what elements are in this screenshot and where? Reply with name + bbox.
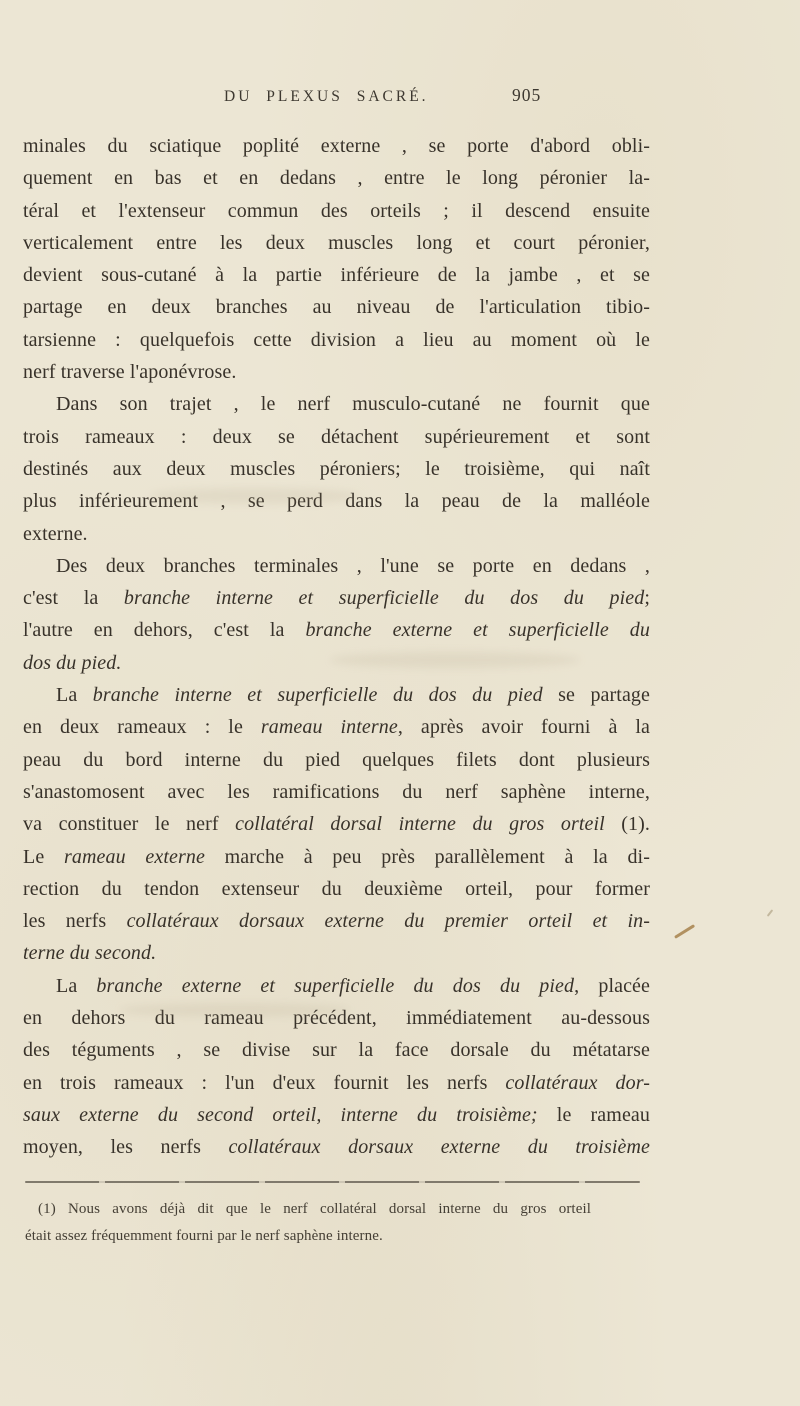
text-line — [23, 905, 650, 937]
text-segment: rection du tendon extenseur du deuxième orteil, pour former — [23, 877, 650, 900]
text-segment: téral et l'extenseur commun des orteils ; il descend ensuite — [23, 199, 650, 222]
text-segment: minales du sciatique poplité externe , se porte d'abord obli- — [23, 135, 650, 157]
text-segment: se partage — [542, 684, 650, 707]
text-segment: Des deux branches terminales , l'une se porte en dedans , — [56, 554, 650, 577]
running-title: DU PLEXUS SACRÉ. — [224, 88, 429, 105]
text-segment: des téguments , se divise sur la face dorsale du métatarse — [23, 1039, 650, 1062]
italic-text-segment: branche externe et superficielle du — [305, 619, 650, 642]
text-segment: en deux rameaux : le — [23, 716, 261, 739]
text-segment: l'autre en dehors, c'est la — [23, 619, 306, 642]
footnote — [25, 1196, 591, 1249]
italic-text-segment: branche interne et superficielle du dos du pied — [92, 684, 543, 707]
text-segment: trois rameaux : deux se détachent supérieurement et sont — [23, 425, 650, 448]
text-line — [23, 873, 650, 905]
text-segment: peau du bord interne du pied quelques filets dont plusieurs — [23, 748, 650, 771]
paper-speck — [767, 909, 774, 917]
text-line — [23, 324, 650, 356]
text-line — [23, 388, 650, 420]
text-segment: ; — [644, 587, 650, 610]
italic-text-segment: collatéral dorsal interne du gros orteil — [235, 813, 605, 836]
text-segment: en trois rameaux : l'un d'eux fournit les nerfs — [23, 1071, 506, 1094]
text-segment: devient sous-cutané à la partie inférieure de la jambe , et se — [23, 264, 650, 287]
text-line — [23, 1067, 650, 1099]
page-header — [0, 0, 800, 120]
paper-smudge — [330, 652, 580, 668]
text-segment: en dehors du rameau précédent, immédiatement au-dessous — [23, 1007, 650, 1030]
text-line — [23, 550, 650, 582]
text-line — [23, 1034, 650, 1066]
text-line — [23, 421, 650, 453]
italic-text-segment: dos du pied. — [23, 651, 122, 674]
text-segment: , placée — [574, 974, 650, 997]
text-line — [23, 808, 650, 840]
text-segment: tarsienne : quelquefois cette division a lieu au moment où le — [23, 328, 650, 351]
text-line — [23, 614, 650, 646]
text-line — [23, 453, 650, 485]
text-segment: moyen, les nerfs — [23, 1136, 229, 1159]
text-line — [23, 518, 650, 550]
text-segment: La — [56, 684, 93, 707]
text-segment: marche à peu près parallèlement à la di- — [204, 845, 650, 868]
text-segment: c'est la — [23, 587, 124, 610]
text-segment: , après avoir fourni à la — [397, 716, 650, 739]
text-line — [23, 744, 650, 776]
text-line — [23, 1131, 650, 1163]
text-line — [23, 291, 650, 323]
text-segment: verticalement entre les deux muscles long et court péronier, — [23, 231, 650, 254]
italic-text-segment: branche interne et superficielle du dos du pied — [123, 587, 645, 610]
text-segment: partage en deux branches au niveau de l'articulation tibio- — [23, 296, 650, 319]
text-line — [23, 356, 650, 388]
text-line — [23, 776, 650, 808]
page-number: 905 — [512, 85, 542, 105]
footnote-line: était assez fréquemment fourni par le nerf saphène interne. — [25, 1227, 383, 1244]
pencil-mark — [674, 924, 695, 938]
text-segment: externe. — [23, 522, 88, 545]
text-segment: s'anastomosent avec les ramifications du nerf saphène interne, — [23, 780, 650, 803]
italic-text-segment: saux externe du second orteil, interne du troisième; — [23, 1103, 538, 1126]
text-segment: Dans son trajet , le nerf musculo-cutané ne fournit que — [56, 393, 650, 416]
italic-text-segment: branche externe et superficielle du dos du pied — [96, 974, 575, 997]
footnote-line: (1) Nous avons déjà dit que le nerf collatéral dorsal interne du gros orteil — [38, 1201, 591, 1217]
text-line — [23, 841, 650, 873]
text-segment: (1). — [604, 813, 650, 836]
text-segment: La — [56, 974, 97, 997]
italic-text-segment: rameau externe — [63, 845, 205, 868]
text-line — [23, 195, 650, 227]
text-line — [23, 679, 650, 711]
text-segment: Le — [23, 845, 64, 868]
italic-text-segment: collatéraux dorsaux externe du troisième — [228, 1136, 650, 1159]
text-segment: destinés aux deux muscles péroniers; le troisième, qui naît — [23, 457, 650, 480]
text-segment: les nerfs — [23, 910, 127, 933]
text-segment: quement en bas et en dedans , entre le long péronier la- — [23, 167, 650, 190]
text-line — [23, 1099, 650, 1131]
text-line — [23, 711, 650, 743]
italic-text-segment: collatéraux dor- — [505, 1071, 650, 1094]
text-line — [23, 227, 650, 259]
text-line — [23, 162, 650, 194]
text-line — [23, 259, 650, 291]
italic-text-segment: rameau interne — [260, 716, 398, 739]
text-line — [23, 970, 650, 1002]
italic-text-segment: collatéraux dorsaux externe du premier orteil et in- — [126, 910, 650, 933]
paper-smudge — [150, 488, 360, 504]
paper-smudge — [120, 1003, 350, 1017]
text-segment: le rameau — [537, 1103, 650, 1126]
italic-text-segment: terne du second. — [23, 942, 157, 965]
text-segment: va constituer le nerf — [23, 813, 236, 836]
text-segment: plus inférieurement , se perd dans la peau de la malléole — [23, 490, 650, 513]
text-line — [23, 937, 650, 969]
text-line — [23, 582, 650, 614]
footnote-separator-rule — [25, 1181, 640, 1183]
text-line — [23, 130, 650, 162]
text-segment: nerf traverse l'aponévrose. — [23, 361, 237, 384]
